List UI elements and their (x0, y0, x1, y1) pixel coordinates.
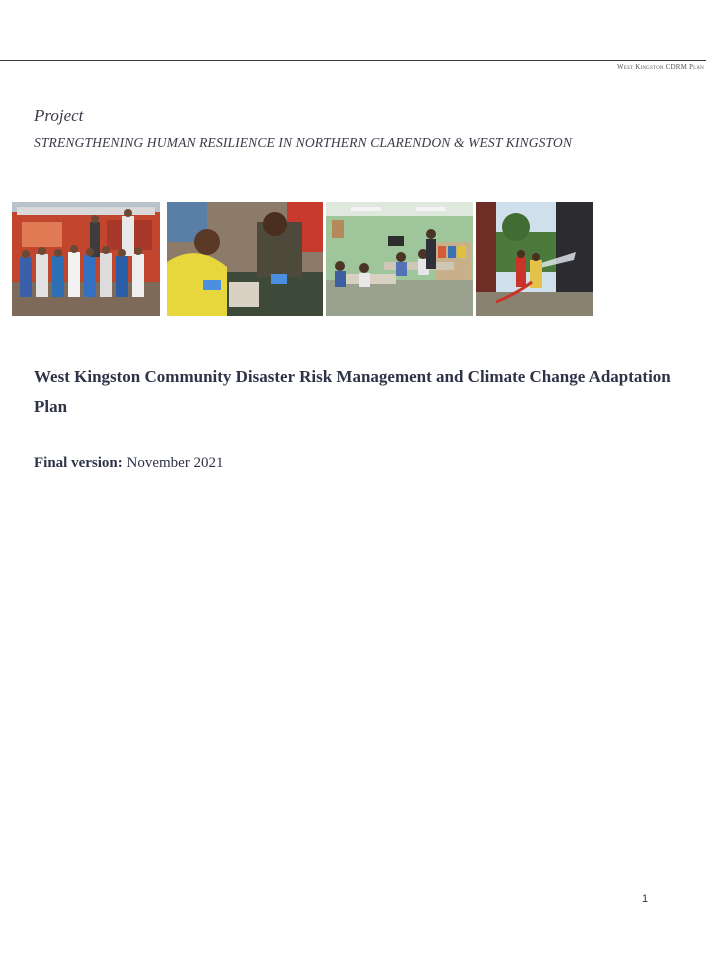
version-value: November 2021 (126, 455, 224, 471)
document-title: West Kingston Community Disaster Risk Management and Climate Change Adaptation Plan (34, 367, 671, 416)
photo-first-aid-training (167, 202, 323, 316)
photo-group-fire-truck (12, 202, 160, 316)
project-name: STRENGTHENING HUMAN RESILIENCE IN NORTHERN CLARENDON & WEST KINGSTON (34, 135, 573, 150)
project-label: Project (34, 106, 84, 125)
photo-fire-hose-drill (476, 202, 593, 316)
photo-classroom-session-image (326, 202, 473, 316)
photo-group-fire-truck-image (12, 202, 160, 316)
running-header: West Kingston CDRM Plan (616, 63, 704, 71)
photo-first-aid-training-image (167, 202, 323, 316)
page-number: 1 (642, 893, 649, 905)
photo-strip (12, 202, 594, 316)
version-label: Final version: (34, 455, 123, 471)
photo-classroom-session (326, 202, 473, 316)
header-rule (0, 60, 706, 61)
version-line (34, 455, 224, 472)
photo-fire-hose-drill-image (476, 202, 593, 316)
